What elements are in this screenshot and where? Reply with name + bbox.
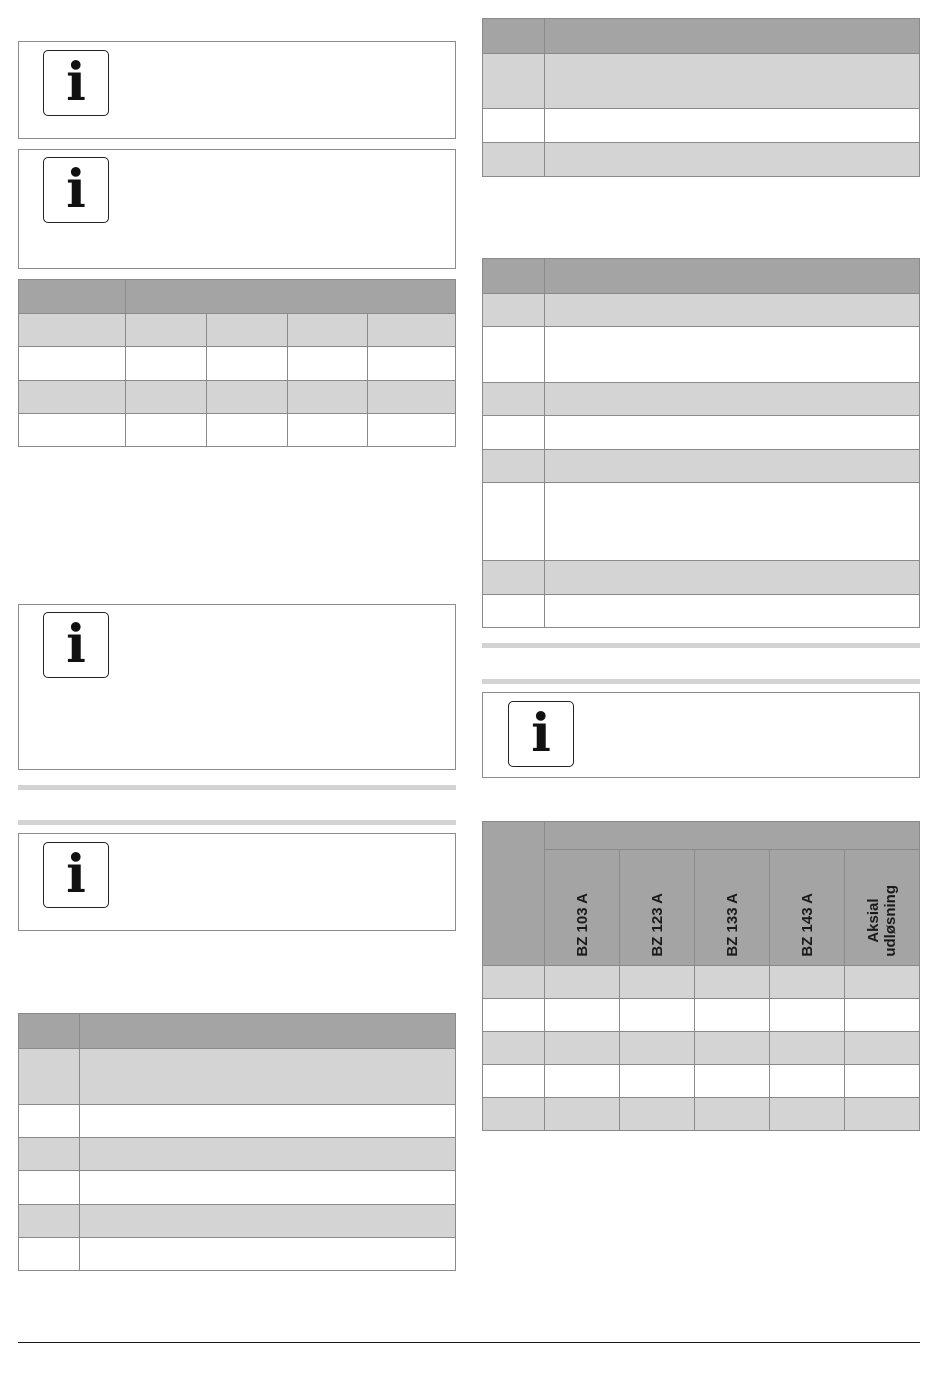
column-header-bz103a xyxy=(545,850,620,966)
info-icon: i xyxy=(43,50,109,116)
table-row xyxy=(19,1238,456,1271)
table-header-cell xyxy=(483,822,545,966)
table-row xyxy=(483,561,920,595)
release-table xyxy=(482,821,920,1131)
column-header-bz143a xyxy=(770,850,845,966)
spec-table-left xyxy=(18,279,456,447)
column-header-label: Aksial udløsning xyxy=(865,885,900,957)
table-row xyxy=(19,347,456,381)
column-header-axial-release xyxy=(845,850,920,966)
info-icon: i xyxy=(508,701,574,767)
table-header-cell xyxy=(545,822,920,850)
table-row xyxy=(483,1065,920,1098)
column-header-label: BZ 133 A xyxy=(723,893,741,957)
info-box-3 xyxy=(18,604,456,770)
table-row xyxy=(483,595,920,628)
list-table-right-1 xyxy=(482,18,920,177)
table-row xyxy=(483,416,920,450)
table-header-row xyxy=(483,822,920,850)
table-row xyxy=(483,109,920,143)
table-header-cell xyxy=(126,280,456,314)
section-divider xyxy=(482,679,920,684)
section-divider xyxy=(18,820,456,825)
column-header-label: BZ 123 A xyxy=(648,893,666,957)
info-box-5 xyxy=(482,692,920,778)
table-row xyxy=(483,483,920,561)
table-header-row xyxy=(483,259,920,294)
table-row xyxy=(483,143,920,177)
table-row xyxy=(19,381,456,414)
table-row xyxy=(19,1205,456,1238)
table-row xyxy=(483,450,920,483)
table-row xyxy=(483,327,920,383)
table-row xyxy=(19,1049,456,1105)
info-box-2 xyxy=(18,149,456,269)
section-divider xyxy=(482,643,920,648)
table-row xyxy=(19,314,456,347)
table-row xyxy=(483,54,920,109)
table-header-row xyxy=(483,19,920,54)
section-divider xyxy=(18,785,456,790)
table-row xyxy=(19,1138,456,1171)
table-row xyxy=(483,999,920,1032)
table-row xyxy=(483,1098,920,1131)
table-header-row xyxy=(19,1014,456,1049)
info-box-1 xyxy=(18,41,456,139)
table-row xyxy=(19,1171,456,1205)
table-row xyxy=(483,1032,920,1065)
table-header-row xyxy=(19,280,456,314)
table-row xyxy=(483,966,920,999)
info-box-4 xyxy=(18,833,456,931)
table-row xyxy=(483,294,920,327)
info-icon: i xyxy=(43,157,109,223)
column-header-label: BZ 143 A xyxy=(798,893,816,957)
list-table-right-2 xyxy=(482,258,920,628)
table-header-cell xyxy=(19,280,126,314)
column-header-bz133a xyxy=(695,850,770,966)
footer-rule xyxy=(18,1342,920,1343)
table-row xyxy=(19,414,456,447)
table-header-row xyxy=(483,850,920,966)
column-header-label: BZ 103 A xyxy=(573,893,591,957)
table-row xyxy=(19,1105,456,1138)
table-row xyxy=(483,383,920,416)
list-table-left xyxy=(18,1013,456,1271)
column-header-bz123a xyxy=(620,850,695,966)
info-icon: i xyxy=(43,612,109,678)
info-icon: i xyxy=(43,842,109,908)
